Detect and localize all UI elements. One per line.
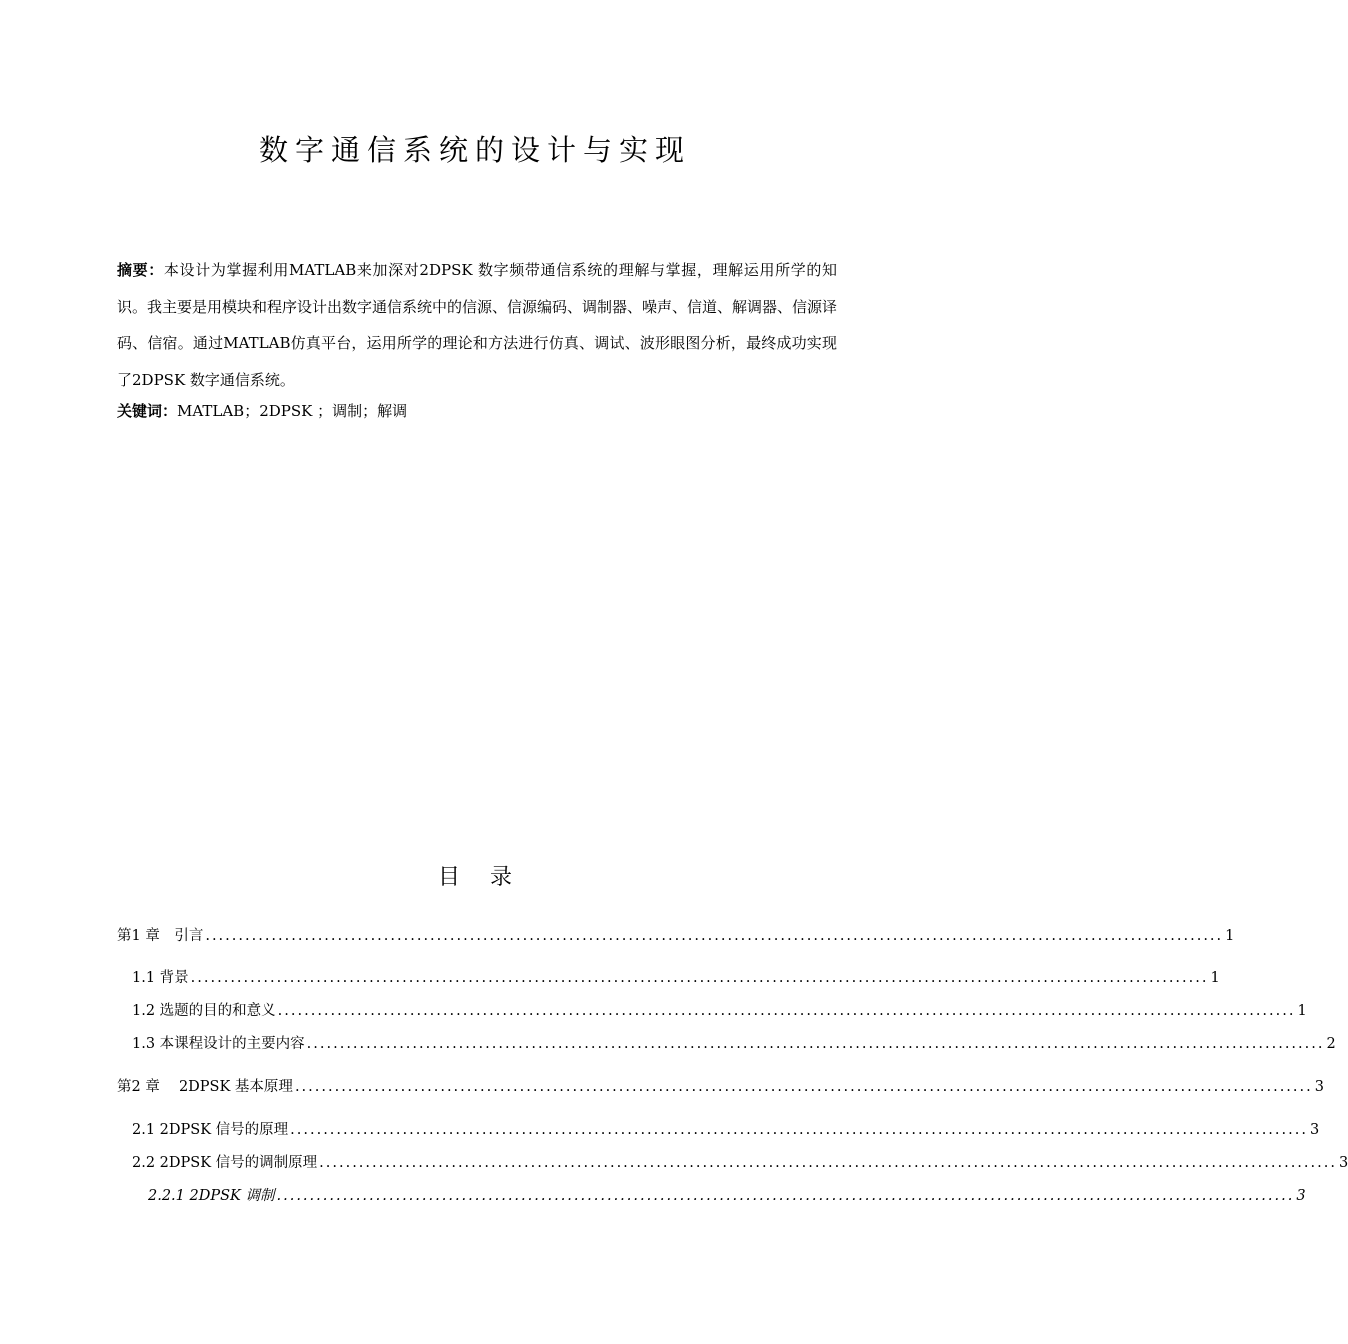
toc-entry-label: 1.3 本课程设计的主要内容 bbox=[132, 1036, 305, 1052]
toc-entry-section-2-1[interactable] bbox=[132, 1120, 1320, 1140]
keywords-line bbox=[117, 400, 837, 422]
toc-entry-label: 2.2.1 2DPSK 调制 bbox=[148, 1188, 275, 1204]
toc-leader: .......................................................................................................................................................... bbox=[294, 1079, 1313, 1095]
keywords-text: MATLAB；2DPSK ；调制；解调 bbox=[177, 402, 408, 420]
toc-entry-section-2-2-1[interactable] bbox=[148, 1186, 1306, 1206]
document-title: 数字通信系统的设计与实现 bbox=[258, 133, 691, 167]
toc-entry-chapter-2[interactable] bbox=[117, 1077, 1324, 1097]
toc-entry-section-1-1[interactable] bbox=[132, 968, 1220, 988]
toc-page-number: 1 bbox=[1210, 970, 1220, 986]
toc-leader: .......................................................................................................................................................... bbox=[277, 1003, 1296, 1019]
toc-leader: .......................................................................................................................................................... bbox=[276, 1188, 1295, 1204]
toc-entry-label: 第1 章 引言 bbox=[117, 928, 204, 944]
toc-leader: .......................................................................................................................................................... bbox=[190, 970, 1209, 986]
toc-leader: .......................................................................................................................................................... bbox=[319, 1155, 1337, 1171]
keywords-label: 关键词： bbox=[117, 402, 178, 420]
abstract-paragraph bbox=[117, 252, 837, 398]
toc-entry-label: 第2 章 2DPSK 基本原理 bbox=[117, 1079, 293, 1095]
toc-title-char: 录 bbox=[490, 865, 513, 890]
toc-entry-section-2-2[interactable] bbox=[132, 1153, 1348, 1173]
toc-title bbox=[0, 860, 950, 891]
toc-page-number: 3 bbox=[1338, 1155, 1348, 1171]
toc-page-number: 2 bbox=[1326, 1036, 1336, 1052]
toc-entry-label: 1.2 选题的目的和意义 bbox=[132, 1003, 276, 1019]
toc-leader: .......................................................................................................................................................... bbox=[205, 928, 1224, 944]
toc-entry-chapter-1[interactable] bbox=[117, 926, 1235, 946]
toc-page-number: 1 bbox=[1297, 1003, 1307, 1019]
abstract-label: 摘要： bbox=[117, 261, 164, 279]
toc-title-char: 目 bbox=[437, 865, 460, 890]
toc-page-number: 3 bbox=[1309, 1122, 1320, 1138]
toc-entry-label: 1.1 背景 bbox=[132, 970, 189, 986]
toc-page-number: 3 bbox=[1296, 1188, 1306, 1204]
toc-entry-section-1-2[interactable] bbox=[132, 1001, 1307, 1021]
toc-entry-label: 2.2 2DPSK 信号的调制原理 bbox=[132, 1155, 318, 1171]
toc-page-number: 1 bbox=[1225, 928, 1235, 944]
toc-entry-label: 2.1 2DPSK 信号的原理 bbox=[132, 1122, 289, 1138]
toc-leader: .......................................................................................................................................................... bbox=[306, 1036, 1325, 1052]
toc-leader: .......................................................................................................................................................... bbox=[290, 1122, 1308, 1138]
abstract-text: 本设计为掌握利用MATLAB来加深对2DPSK 数字频带通信系统的理解与掌握，理解运用所学的知识。我主要是用模块和程序设计出数字通信系统中的信源、信源编码、调制器、噪声、信道、解调器、信源译码、信宿。通过MATLAB仿真平台，运用所学的理论和方法进行仿真、调试、波形眼图分析，最终成功实现了2DPSK 数字通信系统。 bbox=[117, 261, 838, 389]
toc-page-number: 3 bbox=[1314, 1079, 1324, 1095]
toc-entry-section-1-3[interactable] bbox=[132, 1034, 1336, 1054]
